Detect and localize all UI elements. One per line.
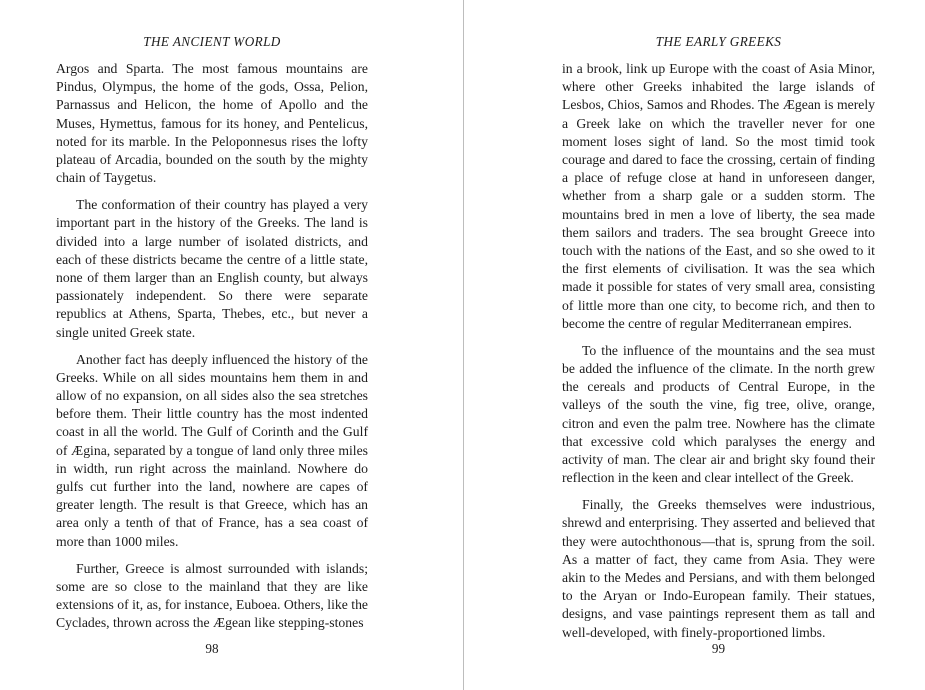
left-paragraph-3: Another fact has deeply influenced the history of the Greeks. While on all sides mountains hem them in and allow of no expansion, on all sides also the sea stretches before them. Their little country has the most indented coast in all the world. The Gulf of Corinth and the Gulf of Ægina, separated by a tongue of land only three miles in width, run right across the mainland. Nowhere do gulfs cut further into the land, nowhere are capes of greater length. The result is that Greece, which has an area only a tenth of that of France, has a sea coast of more than 1000 miles. xyxy=(56,351,368,549)
right-running-head: THE EARLY GREEKS xyxy=(655,34,782,49)
right-paragraph-2: To the influence of the mountains and the sea must be added the influence of the climate. In the north grew the cereals and products of Central Europe, in the valleys of the south the vine, fig tree, olive, orange, citron and even the palm tree. Nowhere has the climate that excessive cold which paralyses the energy and activity of man. The clear air and bright sky found their reflection in the keen and clear intellect of the Greek. xyxy=(562,342,875,486)
left-paragraph-4: Further, Greece is almost surrounded with islands; some are so close to the mainland that they are like extensions of it, as, for instance, Euboea. Others, like the Cyclades, thrown across the Ægean like stepping-stones xyxy=(56,560,368,631)
right-page-number: 99 xyxy=(711,641,726,656)
left-page xyxy=(56,0,368,690)
right-paragraph-3: Finally, the Greeks themselves were industrious, shrewd and enterprising. They asserted and believed that they were autochthonous—that is, sprung from the soil. As a matter of fact, they came from Asia. They were akin to the Medes and Persians, and with them belonged to the Aryan or Indo-European family. Their statues, designs, and vase paintings represent them as tall and well-developed, with finely-proportioned limbs. xyxy=(562,497,875,640)
right-paragraph-1: in a brook, link up Europe with the coast of Asia Minor, where other Greeks inhabited the large islands of Lesbos, Chios, Samos and Rhodes. The Ægean is merely a Greek lake on which the traveller never for one moment loses sight of land. So the most timid took courage and dared to face the crossing, certain of finding a place of refuge close at hand in unforeseen danger, whether from a sharp gale or a sudden storm. The mountains bred in men a love of liberty, the sea made them sailors and traders. The sea brought Greece into touch with the nations of the East, and so she owed to it the first elements of civilisation. It was the sea which made it possible for states of very small area, consisting of little more than one city, to become rich, and then to become the centre of regular Mediterranean empires. xyxy=(562,61,875,331)
gutter-divider xyxy=(463,0,464,690)
left-paragraph-1: Argos and Sparta. The most famous mountains are Pindus, Olympus, the home of the gods, Ossa, Pelion, Parnassus and Helicon, the home of Apollo and the Muses, Hymettus, famous for its honey, and Pentelicus, noted for its marble. In the Peloponnesus rises the lofty plateau of Arcadia, bounded on the south by the mighty chain of Taygetus. xyxy=(56,61,368,186)
left-paragraph-2: The conformation of their country has played a very important part in the history of the Greeks. The land is divided into a large number of isolated districts, and each of these districts became the centre of a little state, none of them larger than an English county, but always passionately independent. So there were separate republics at Athens, Sparta, Thebes, etc., but never a single united Greek state. xyxy=(56,197,368,340)
right-page xyxy=(562,0,875,690)
left-body-text xyxy=(56,60,368,641)
left-running-head: THE ANCIENT WORLD xyxy=(143,34,281,49)
left-page-number: 98 xyxy=(205,641,219,656)
right-body-text xyxy=(562,60,875,651)
